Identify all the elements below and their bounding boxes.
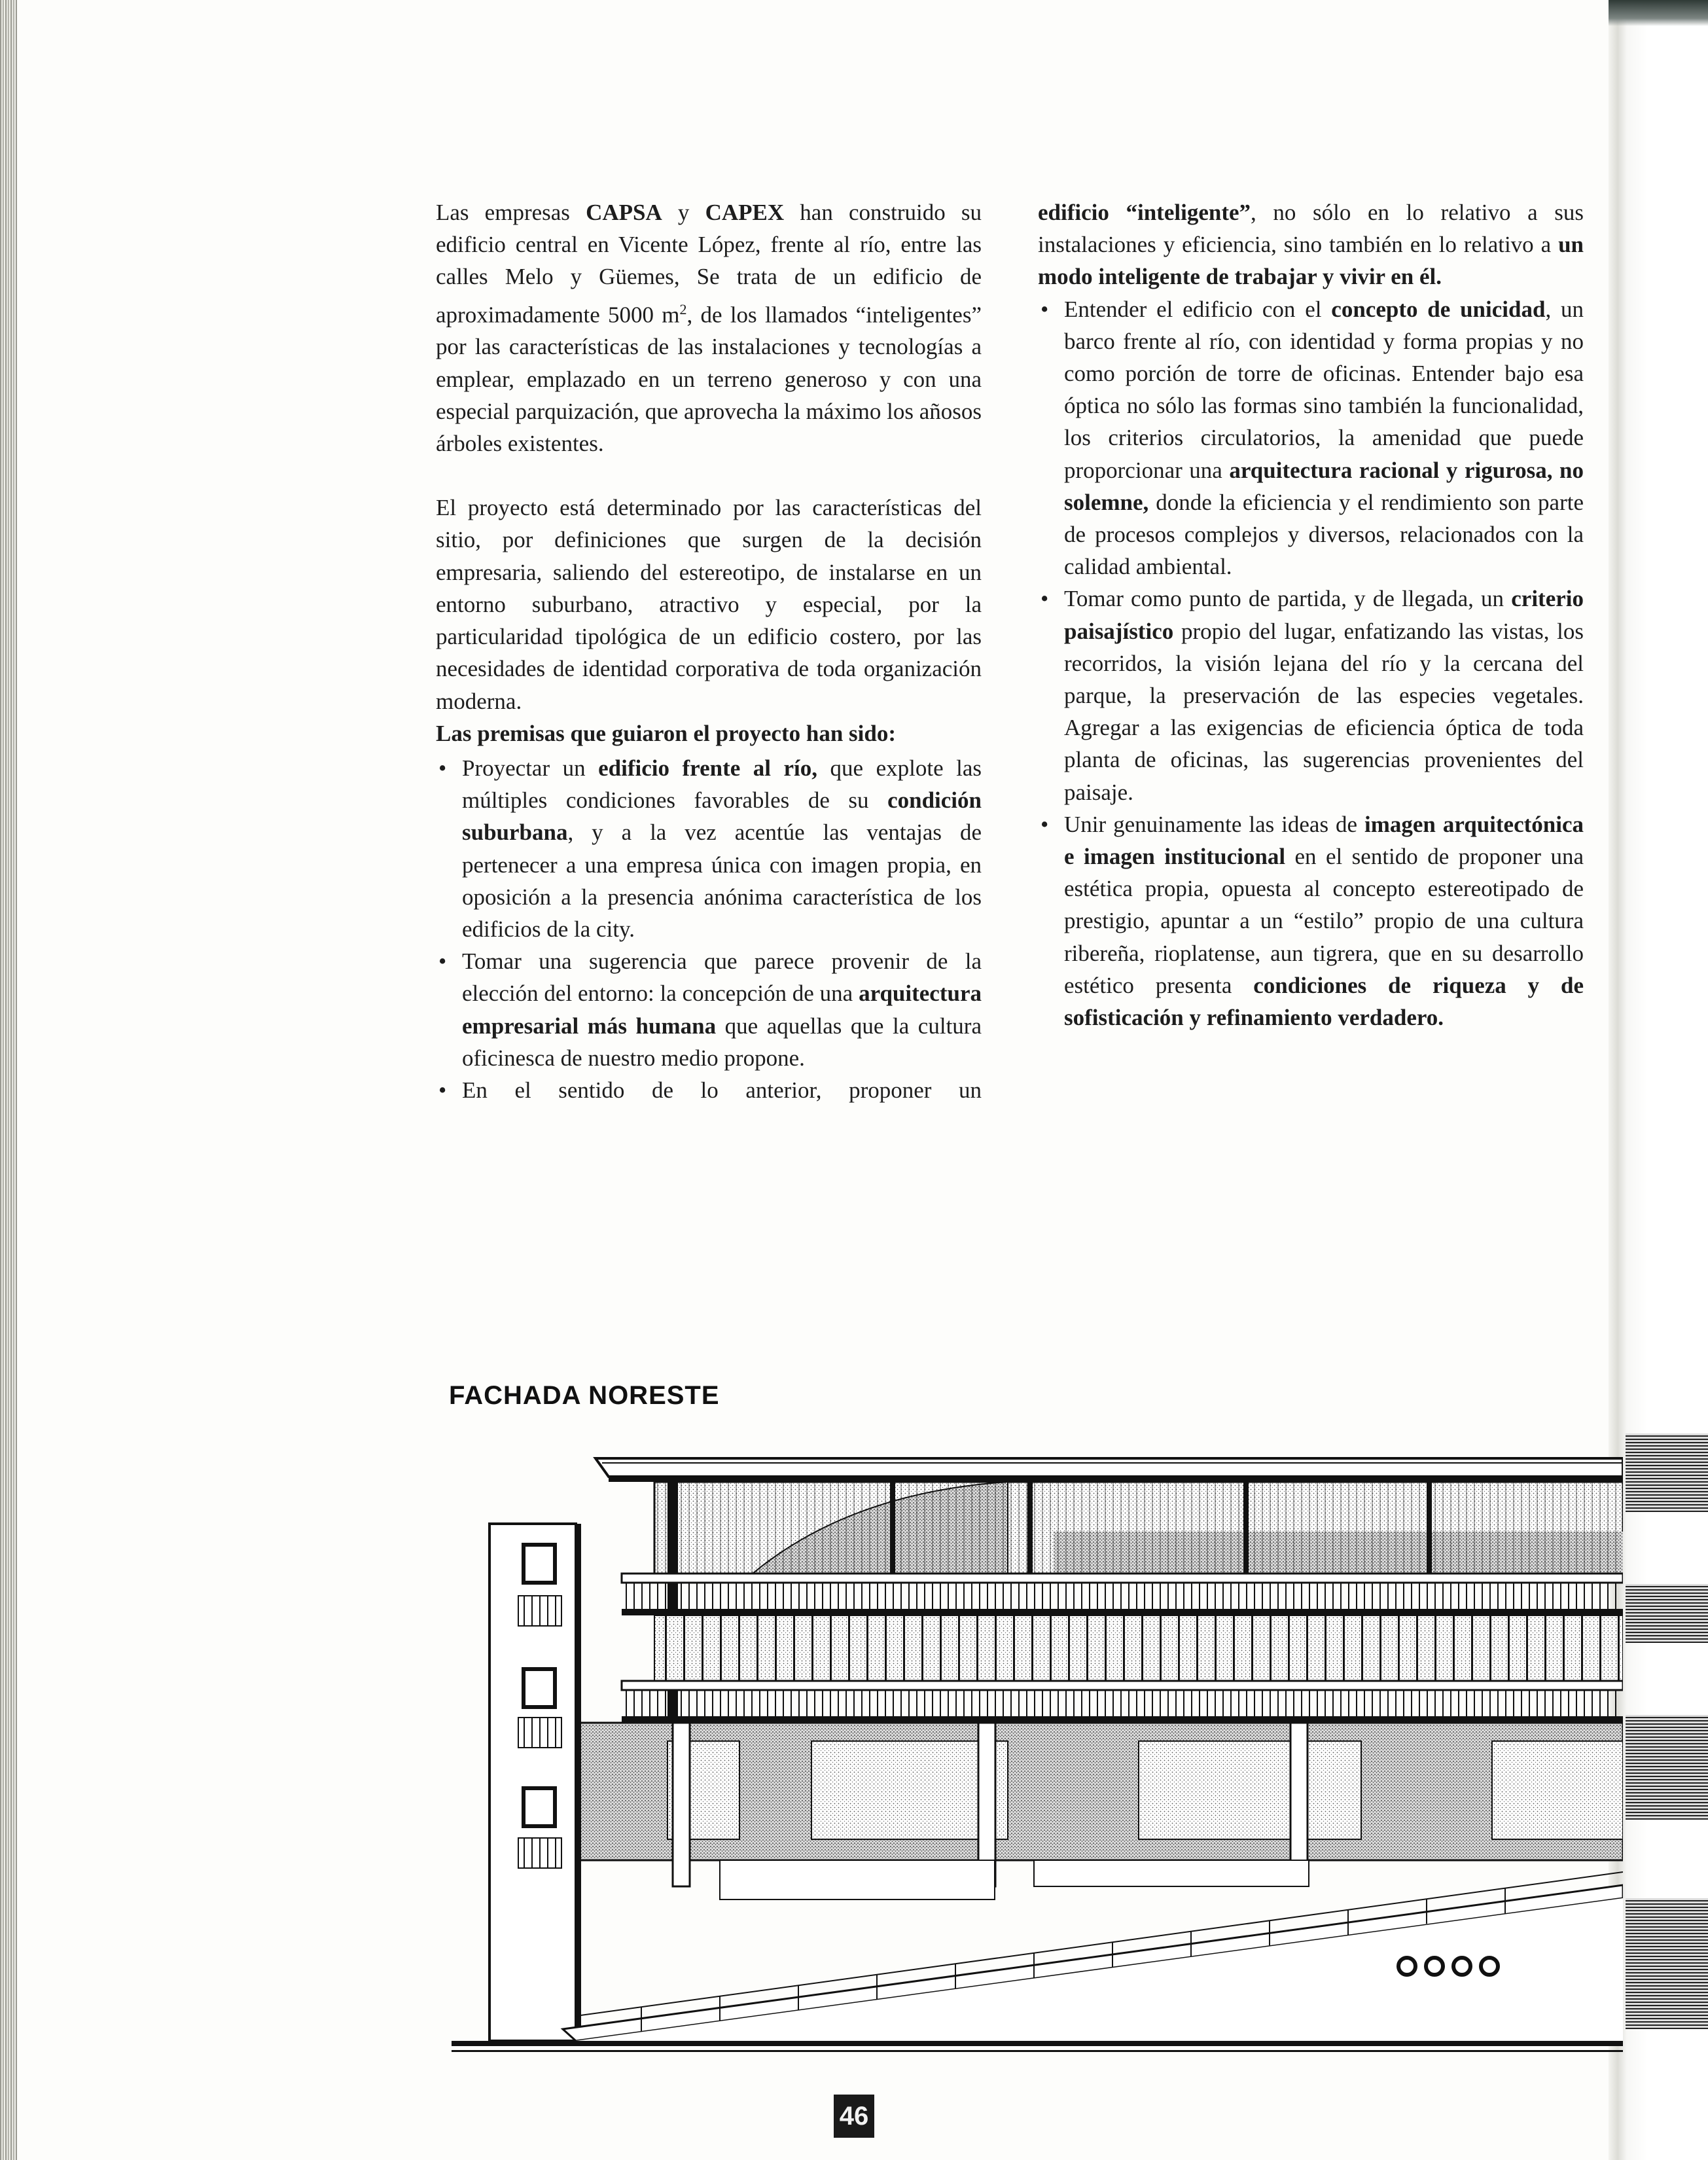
list-item: • Unir genuinamente las ideas de imagen arquitectónica e imagen institucional en el sentido de proponer una estética propia, opuesta al concepto estereotipado de prestigio, apuntar a un “estilo” propio de una cultura ribereña, rioplatense, aun tigrera, que en su desarrollo estético presenta condiciones de riqueza y de sofisticación y refinamiento verdadero. xyxy=(1038,808,1584,1034)
facade-bleed-strip xyxy=(1626,1433,1708,1512)
ground-floor xyxy=(576,1723,1623,1899)
list-item: • Tomar una sugerencia que parece provenir de la elección del entorno: la concepción de una arquitectura empresarial más humana que aquellas que la cultura oficinesca de nuestro medio propone. xyxy=(436,945,982,1074)
facade-bleed-strip xyxy=(1626,1898,1708,2029)
figure-title: FACHADA NORESTE xyxy=(449,1381,720,1410)
right-text-column xyxy=(1038,196,1584,1034)
ground-line xyxy=(452,2041,1623,2052)
list-item: • Entender el edificio con el concepto de unicidad, un barco frente al río, con identidad y forma propias y no como porción de torre de oficinas. Entender bajo esa óptica no sólo las formas sino también la funcionalidad, los criterios circulatorios, la amenidad que puede proporcionar una arquitectura racional y rigurosa, no solemne, donde la eficiencia y el rendimiento son parte de procesos complejos y diversos, relacionados con la calidad ambiental. xyxy=(1038,293,1584,583)
list-item: • Tomar como punto de partida, y de llegada, un criterio paisajístico propio del lugar, enfatizando las vistas, los recorridos, la visión lejana del río y la cercana del parque, la preservación de las especies vegetales. Agregar a las exigencias de eficiencia óptica de toda planta de oficinas, las sugerencias provenientes del paisaje. xyxy=(1038,583,1584,808)
roof-slab xyxy=(596,1458,1623,1482)
project-paragraph: El proyecto está determinado por las características del sitio, por definiciones que surgen de la decisión empresaria, saliendo del estereotipo, de instalarse en un entorno suburbano, atractivo y especial, por la particularidad tipológica de un edificio costero, por las necesidades de identidad corporativa de toda organización moderna. xyxy=(436,495,982,714)
facade-bleed-strip xyxy=(1626,1584,1708,1643)
premises-heading: Las premisas que guiaron el proyecto han sido: xyxy=(436,720,897,746)
list-item: • Proyectar un edificio frente al río, que explote las múltiples condiciones favorables de su condición suburbana, y a la vez acentúe las ventajas de pertenecer a una empresa única con imagen propia, en oposición a la presencia anónima característica de los edificios de la city. xyxy=(436,752,982,945)
company-name-capex: CAPEX xyxy=(705,200,785,225)
intro-paragraph: Las empresas CAPSA y CAPEX han construido su edificio central en Vicente López, frente al río, entre las calles Melo y Güemes, Se trata de un edificio de aproximadamente 5000 $m^2$, de los llamados “inteligentes” por las características de las instalaciones y tecnologías a emplear, emplazado en un terreno generoso y con una especial parquización, que aprovecha la máximo los añosos árboles existentes. xyxy=(436,200,982,457)
page-number: 46 xyxy=(834,2095,874,2138)
facade-elevation-drawing xyxy=(445,1453,1623,2065)
book-binding-edge xyxy=(0,0,17,2160)
premises-list xyxy=(436,752,982,1106)
page-edge-shadow xyxy=(1609,0,1708,26)
stair-tower xyxy=(489,1524,581,2041)
next-page-edge xyxy=(1609,0,1708,2160)
left-text-column xyxy=(436,196,982,1106)
facade-bleed-strip xyxy=(1626,1715,1708,1820)
premises-list-continued xyxy=(1038,196,1584,1034)
list-item: • En el sentido de lo anterior, proponer un xyxy=(436,1074,982,1106)
balcony-bands xyxy=(622,1574,1623,1723)
list-item-continuation: edificio “inteligente”, no sólo en lo relativo a sus instalaciones y eficiencia, sino también en lo relativo a un modo inteligente de trabajar y vivir en él. xyxy=(1038,200,1584,290)
company-name-capsa: CAPSA xyxy=(586,200,662,225)
